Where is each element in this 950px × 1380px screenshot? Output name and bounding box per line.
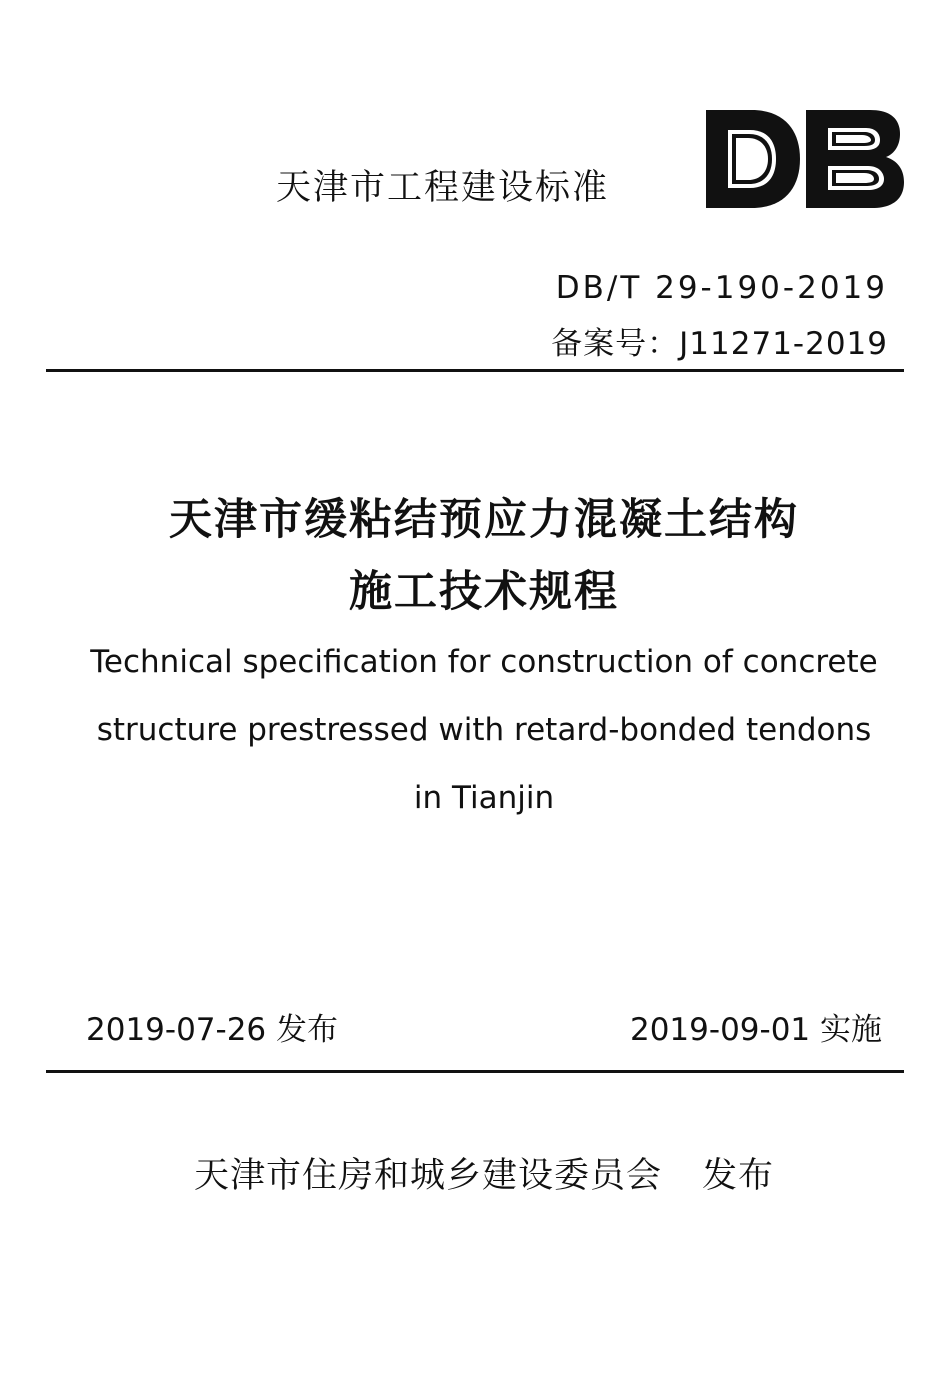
title-en-line-3: in Tianjin — [413, 780, 555, 816]
db-logo — [702, 104, 906, 214]
title-en-line-2: structure prestressed with retard-bonded tendons — [96, 712, 872, 748]
standard-code: DB/T 29-190-2019 — [555, 270, 888, 306]
implementation-date: 2019-09-01 实施 — [629, 1012, 882, 1048]
record-number: 备案号：J11271-2019 — [551, 326, 888, 362]
top-divider — [46, 369, 904, 372]
series-title: 天津市工程建设标准 — [276, 168, 610, 208]
bottom-divider — [46, 1070, 904, 1073]
title-cn-line-1: 天津市缓粘结预应力混凝土结构 — [169, 495, 799, 545]
publisher-name: 天津市住房和城乡建设委员会 — [193, 1156, 662, 1196]
publish-label: 发布 — [702, 1156, 775, 1196]
title-cn-line-2: 施工技术规程 — [349, 567, 619, 617]
title-en-line-1: Technical specification for construction of concrete — [90, 644, 878, 680]
issue-date: 2019-07-26 发布 — [86, 1012, 339, 1048]
publisher-line — [0, 1148, 950, 1198]
